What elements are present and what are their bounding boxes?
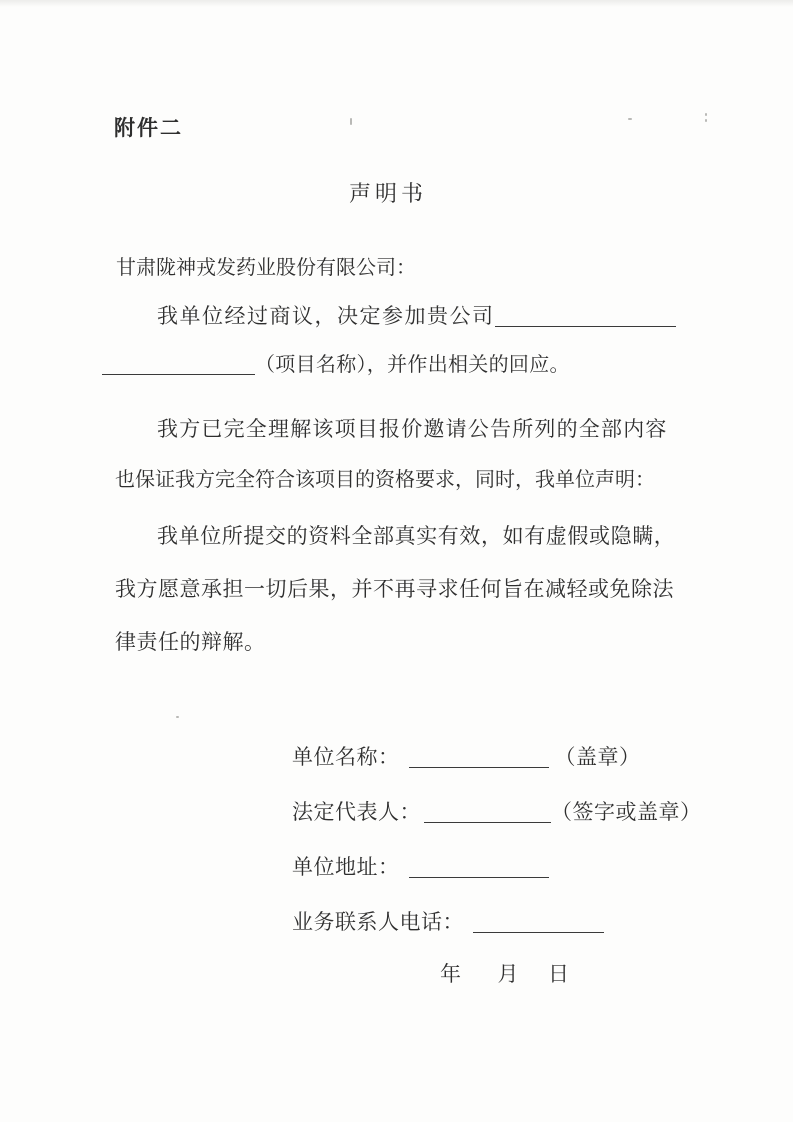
company-name-label: 单位名称： [292,745,400,769]
scan-speck [628,118,632,120]
body-paragraph1-line1 [157,303,676,329]
blank-project-name-part2 [102,356,255,375]
signature-address-line [292,854,549,880]
legal-rep-suffix: （签字或盖章） [551,800,702,824]
blank-project-name-part1 [495,308,676,327]
date-line [440,961,570,987]
blank-company-name [409,749,549,768]
paragraph1-line2-suffix: （项目名称），并作出相关的回应。 [255,354,570,376]
document-title: 声明书 [349,181,428,206]
contact-phone-label: 业务联系人电话： [292,910,464,934]
legal-rep-label: 法定代表人： [292,800,421,824]
scan-edge-shadow [0,0,793,7]
body-paragraph1-line2 [102,353,570,378]
paragraph1-line1-text: 我单位经过商议，决定参加贵公司 [157,304,495,328]
date-month-label: 月 [497,962,519,986]
body-paragraph3-line2: 我方愿意承担一切后果，并不再寻求任何旨在减轻或免除法 [115,577,674,601]
address-label: 单位地址： [292,855,400,879]
blank-address [409,859,549,878]
attachment-label: 附件二 [114,117,183,140]
company-name-suffix: （盖章） [554,745,641,769]
body-paragraph3-line1: 我单位所提交的资料全部真实有效，如有虚假或隐瞒， [157,524,676,548]
salutation-line: 甘肃陇神戎发药业股份有限公司： [116,257,416,279]
body-paragraph2-line1: 我方已完全理解该项目报价邀请公告所列的全部内容 [157,417,668,441]
signature-legal-rep-line [292,799,702,825]
scan-speck [350,118,352,125]
scan-speck [176,716,179,718]
scan-speck [705,113,707,116]
signature-phone-line [292,909,604,935]
date-year-label: 年 [440,962,462,986]
scan-speck [705,119,707,122]
signature-company-line [292,744,641,770]
body-paragraph3-line3: 律责任的辩解。 [115,630,266,654]
blank-legal-rep [424,804,551,823]
body-paragraph2-line2: 也保证我方完全符合该项目的资格要求，同时，我单位声明： [115,469,655,491]
blank-contact-phone [473,914,604,933]
date-day-label: 日 [548,962,570,986]
